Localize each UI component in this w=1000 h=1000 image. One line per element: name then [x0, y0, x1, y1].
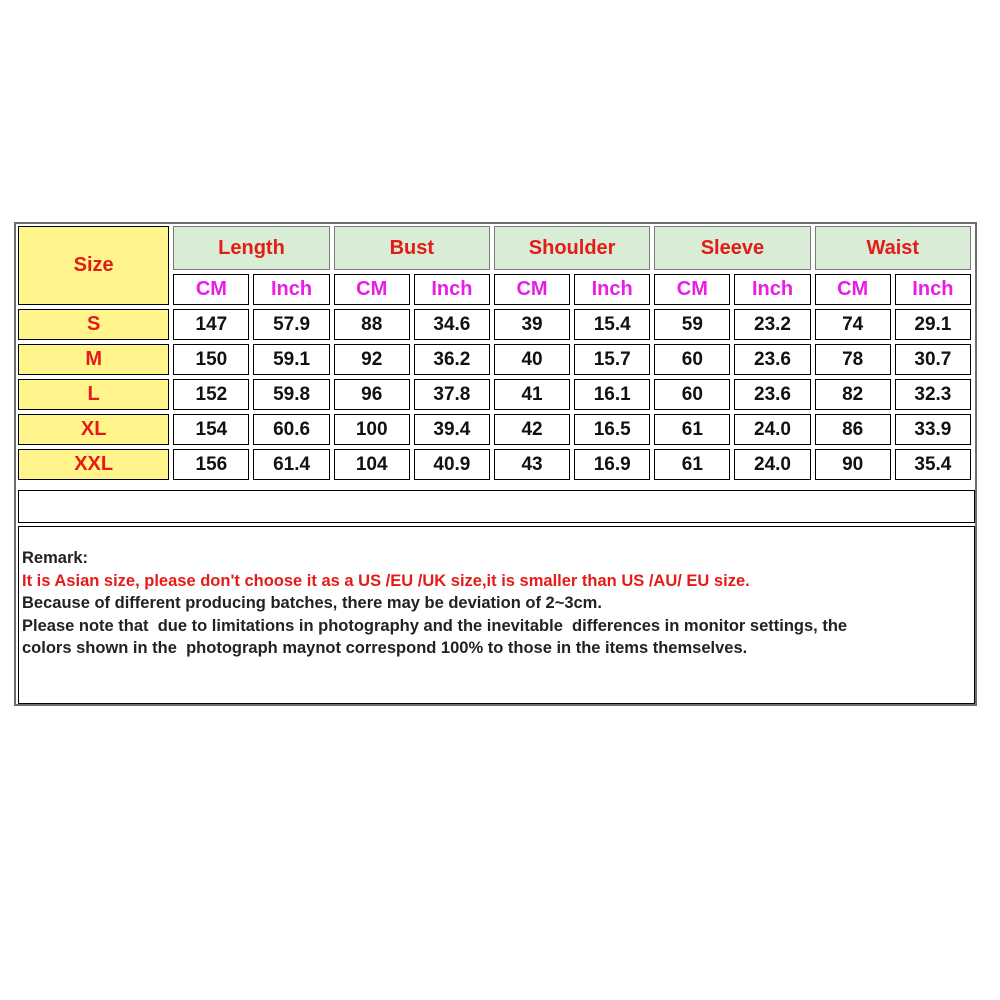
- measurement-value-cell: 16.5: [574, 414, 650, 445]
- unit-cm: CM: [494, 274, 570, 305]
- measurement-value-cell: 16.9: [574, 449, 650, 480]
- measurement-value-cell: 23.6: [734, 344, 810, 375]
- unit-inch: Inch: [253, 274, 329, 305]
- size-chart: [14, 222, 977, 706]
- measurement-value-cell: 88: [334, 309, 410, 340]
- measurement-value-cell: 43: [494, 449, 570, 480]
- measurement-value-cell: 59.8: [253, 379, 329, 410]
- remark-box: [18, 526, 975, 704]
- photo-note-line-2: colors shown in the photograph maynot correspond 100% to those in the items themselves.: [22, 639, 748, 657]
- unit-cm: CM: [334, 274, 410, 305]
- measurement-header-row: [18, 226, 971, 270]
- bust-header: Bust: [334, 226, 490, 270]
- size-cell: XXL: [18, 449, 169, 480]
- measurement-value-cell: 90: [815, 449, 891, 480]
- measurement-value-cell: 86: [815, 414, 891, 445]
- size-row: [18, 449, 971, 480]
- size-row: [18, 414, 971, 445]
- length-header: Length: [173, 226, 329, 270]
- measurement-value-cell: 15.4: [574, 309, 650, 340]
- unit-cm: CM: [173, 274, 249, 305]
- measurement-value-cell: 16.1: [574, 379, 650, 410]
- unit-cm: CM: [815, 274, 891, 305]
- measurement-value-cell: 39.4: [414, 414, 490, 445]
- measurement-value-cell: 61.4: [253, 449, 329, 480]
- size-cell: XL: [18, 414, 169, 445]
- photo-note-line-1: Please note that due to limitations in photography and the inevitable differences in monitor settings, the: [22, 616, 848, 635]
- measurement-value-cell: 61: [654, 414, 730, 445]
- size-table: [14, 222, 975, 484]
- measurement-value-cell: 15.7: [574, 344, 650, 375]
- measurement-value-cell: 104: [334, 449, 410, 480]
- measurement-value-cell: 60.6: [253, 414, 329, 445]
- measurement-value-cell: 42: [494, 414, 570, 445]
- measurement-value-cell: 23.6: [734, 379, 810, 410]
- measurement-value-cell: 33.9: [895, 414, 971, 445]
- remark-title: Remark:: [22, 549, 89, 567]
- measurement-value-cell: 36.2: [414, 344, 490, 375]
- measurement-value-cell: 35.4: [895, 449, 971, 480]
- asian-size-warning: It is Asian size, please don't choose it as a US /EU /UK size,it is smaller than US /AU/ EU size.: [22, 571, 750, 590]
- measurement-value-cell: 156: [173, 449, 249, 480]
- measurement-value-cell: 37.8: [414, 379, 490, 410]
- measurement-value-cell: 96: [334, 379, 410, 410]
- measurement-value-cell: 74: [815, 309, 891, 340]
- measurement-value-cell: 29.1: [895, 309, 971, 340]
- measurement-value-cell: 154: [173, 414, 249, 445]
- measurement-value-cell: 57.9: [253, 309, 329, 340]
- unit-inch: Inch: [574, 274, 650, 305]
- measurement-value-cell: 34.6: [414, 309, 490, 340]
- shoulder-header: Shoulder: [494, 226, 650, 270]
- size-cell: L: [18, 379, 169, 410]
- measurement-value-cell: 59: [654, 309, 730, 340]
- measurement-value-cell: 82: [815, 379, 891, 410]
- measurement-value-cell: 40: [494, 344, 570, 375]
- measurement-value-cell: 59.1: [253, 344, 329, 375]
- measurement-value-cell: 60: [654, 379, 730, 410]
- measurement-value-cell: 100: [334, 414, 410, 445]
- measurement-value-cell: 30.7: [895, 344, 971, 375]
- measurement-value-cell: 40.9: [414, 449, 490, 480]
- unit-inch: Inch: [895, 274, 971, 305]
- measurement-value-cell: 24.0: [734, 449, 810, 480]
- measurement-value-cell: 147: [173, 309, 249, 340]
- measurement-value-cell: 61: [654, 449, 730, 480]
- sleeve-header: Sleeve: [654, 226, 810, 270]
- size-row: [18, 309, 971, 340]
- measurement-value-cell: 32.3: [895, 379, 971, 410]
- size-row: [18, 379, 971, 410]
- measurement-value-cell: 23.2: [734, 309, 810, 340]
- measurement-value-cell: 60: [654, 344, 730, 375]
- measurement-value-cell: 150: [173, 344, 249, 375]
- measurement-value-cell: 78: [815, 344, 891, 375]
- measurement-value-cell: 39: [494, 309, 570, 340]
- size-row: [18, 344, 971, 375]
- size-header: Size: [18, 226, 169, 305]
- measurement-value-cell: 41: [494, 379, 570, 410]
- unit-inch: Inch: [414, 274, 490, 305]
- deviation-note: Because of different producing batches, there may be deviation of 2~3cm.: [22, 594, 602, 612]
- unit-cm: CM: [654, 274, 730, 305]
- size-cell: S: [18, 309, 169, 340]
- measurement-value-cell: 92: [334, 344, 410, 375]
- unit-inch: Inch: [734, 274, 810, 305]
- waist-header: Waist: [815, 226, 971, 270]
- measurement-value-cell: 152: [173, 379, 249, 410]
- size-cell: M: [18, 344, 169, 375]
- blank-spacer-row: [18, 490, 975, 523]
- measurement-value-cell: 24.0: [734, 414, 810, 445]
